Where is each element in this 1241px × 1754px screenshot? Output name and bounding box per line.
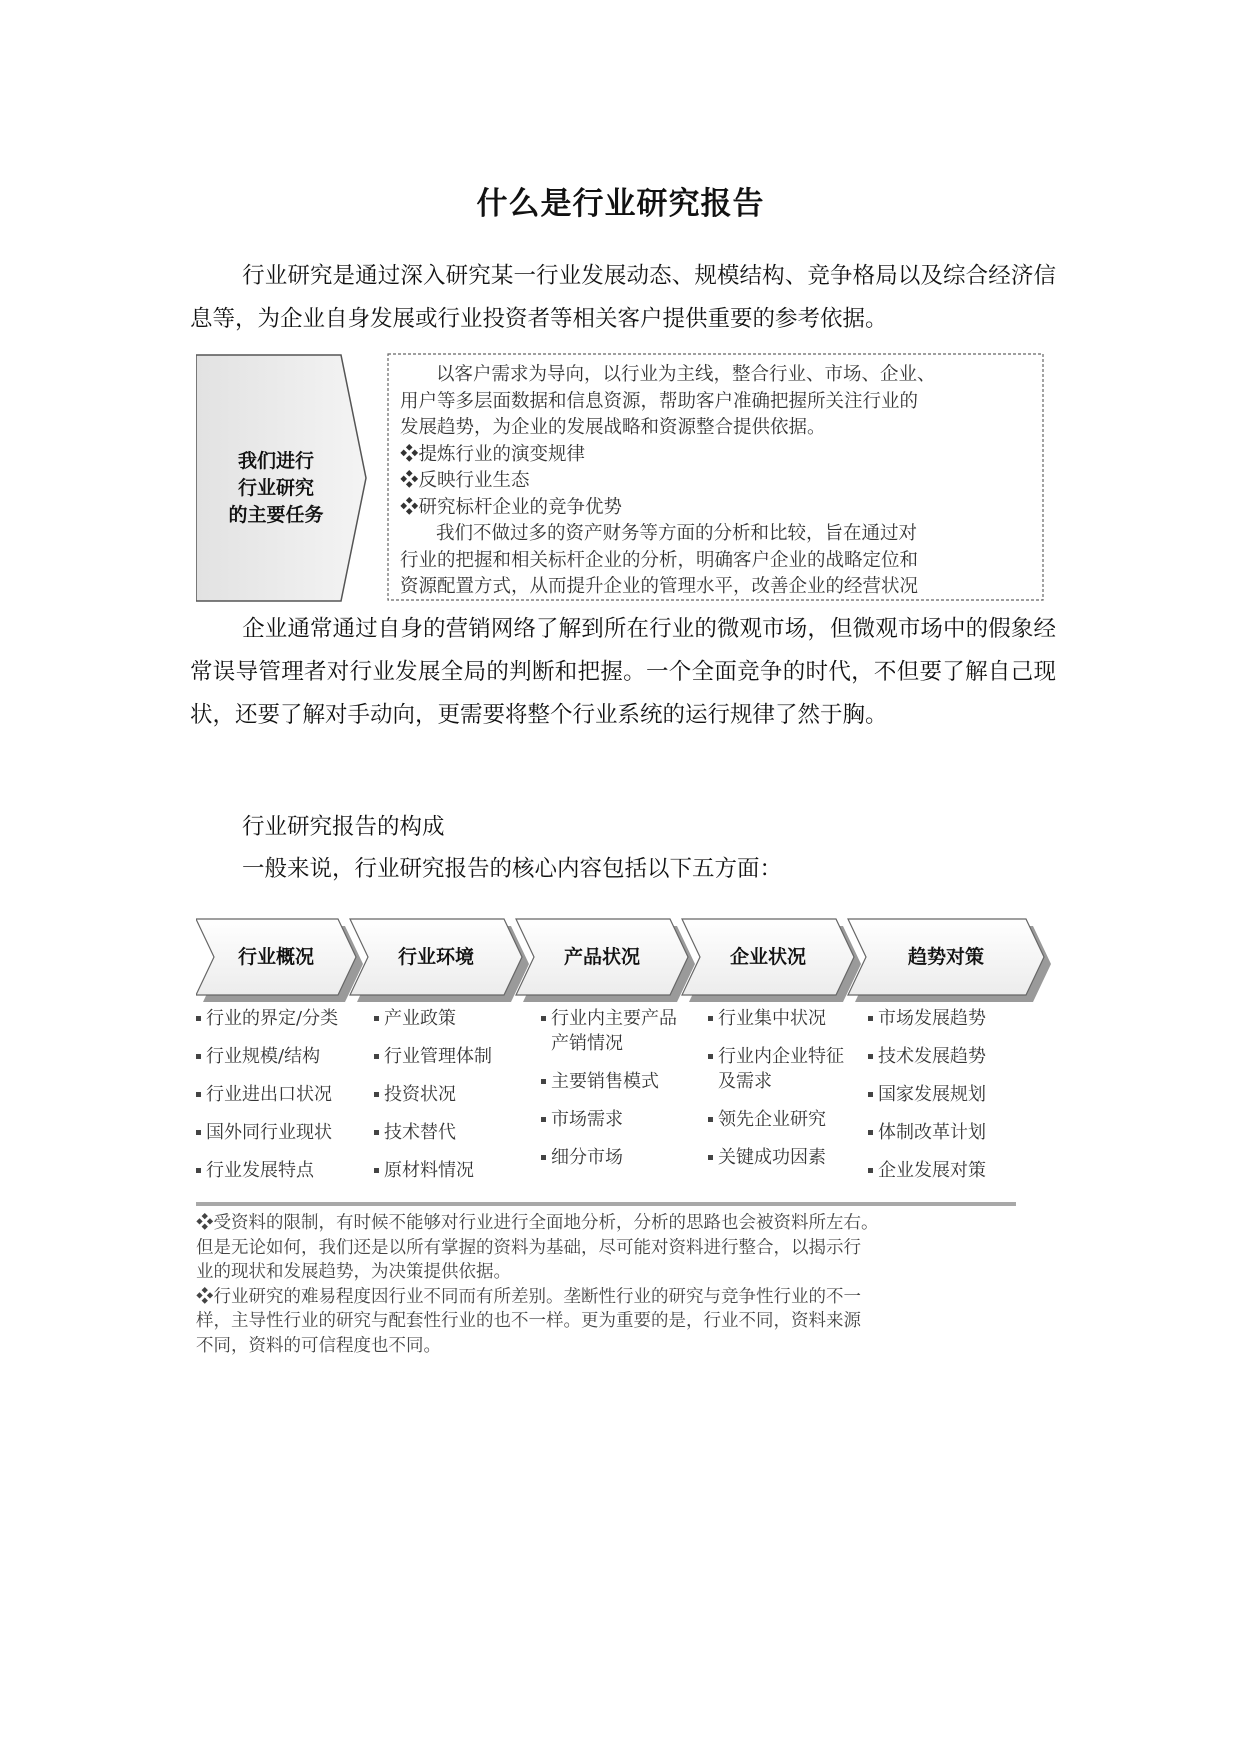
aspect-item: 行业规模/结构: [196, 1044, 368, 1069]
aspect-item: 细分市场: [541, 1145, 681, 1170]
paragraph-five-aspects-text: 一般来说，行业研究报告的核心内容包括以下五方面：: [242, 856, 783, 882]
paragraph-intro: [190, 255, 1056, 341]
aspect-item: 体制改革计划: [868, 1120, 1048, 1145]
note-line: 但是无论如何，我们还是以所有掌握的资料为基础，尽可能对资料进行整合，以揭示行: [196, 1237, 861, 1258]
task-line: 用户等多层面数据和信息资源，帮助客户准确把握所关注行业的: [400, 390, 919, 412]
task-label: [196, 448, 356, 529]
aspects-figure: [196, 914, 1052, 1374]
task-label-line: 我们进行: [237, 450, 314, 472]
aspect-item: 市场需求: [541, 1107, 681, 1132]
task-bullet: ❖研究标杆企业的竞争优势: [400, 496, 623, 518]
aspect-item: 行业内企业特征及需求: [708, 1044, 848, 1094]
aspect-item: 国家发展规划: [868, 1082, 1048, 1107]
aspect-item: 产业政策: [374, 1006, 524, 1031]
aspect-item: 投资状况: [374, 1082, 524, 1107]
task-line: 以客户需求为导向，以行业为主线，整合行业、市场、企业、: [436, 364, 936, 385]
aspect-column: [374, 1006, 524, 1196]
task-bullet: ❖反映行业生态: [400, 470, 530, 491]
aspect-item: 国外同行业现状: [196, 1120, 368, 1145]
aspect-item: 企业发展对策: [868, 1158, 1048, 1183]
aspect-column: [196, 1006, 368, 1196]
aspect-item: 关键成功因素: [708, 1145, 848, 1170]
paragraph-composition-text: 行业研究报告的构成: [242, 814, 445, 840]
aspect-item: 行业的界定/分类: [196, 1006, 368, 1031]
notes-divider: [196, 1202, 1016, 1206]
task-description: [390, 356, 1040, 598]
notes: [196, 1211, 1016, 1358]
task-line: 资源配置方式，从而提升企业的管理水平，改善企业的经营状况: [400, 576, 919, 597]
aspect-label: 行业环境: [397, 946, 474, 968]
aspect-item: 行业发展特点: [196, 1158, 368, 1183]
aspect-item: 原材料情况: [374, 1158, 524, 1183]
task-line: 行业的把握和相关标杆企业的分析，明确客户企业的战略定位和: [400, 549, 919, 571]
paragraph-intro-text: 行业研究是通过深入研究某一行业发展动态、规模结构、竞争格局以及综合经济信息等，为企业自身发展或行业投资者等相关客户提供重要的参考依据。: [190, 263, 1056, 332]
aspect-label: 产品状况: [563, 946, 640, 968]
task-line: 发展趋势，为企业的发展战略和资源整合提供依据。: [400, 417, 826, 438]
paragraph-five-aspects: [190, 848, 1056, 891]
aspect-item: 行业进出口状况: [196, 1082, 368, 1107]
note-line: 业的现状和发展趋势，为决策提供依据。: [196, 1262, 511, 1282]
page-title: 什么是行业研究报告: [476, 186, 765, 222]
paragraph-market-text: 企业通常通过自身的营销网络了解到所在行业的微观市场，但微观市场中的假象经常误导管理者对行业发展全局的判断和把握。一个全面竞争的时代，不但要了解自己现状，还要了解对手动向，更需要将整个行业系统的运行规律了然于胸。: [190, 616, 1056, 728]
paragraph-composition: [190, 806, 1056, 849]
aspect-item: 主要销售模式: [541, 1069, 681, 1094]
note-line: 不同，资料的可信程度也不同。: [196, 1335, 441, 1356]
task-line: 我们不做过多的资产财务等方面的分析和比较，旨在通过对: [436, 523, 918, 544]
note-line: ❖受资料的限制，有时候不能够对行业进行全面地分析，分析的思路也会被资料所左右。: [196, 1213, 879, 1233]
aspect-column: [541, 1006, 681, 1183]
aspect-label: 企业状况: [729, 946, 806, 968]
task-figure: [196, 352, 1048, 604]
task-label-line: 行业研究: [237, 477, 314, 499]
task-label-line: 的主要任务: [228, 504, 324, 526]
aspect-label: 行业概况: [237, 946, 314, 968]
aspect-item: 技术发展趋势: [868, 1044, 1048, 1069]
aspect-item: 行业管理体制: [374, 1044, 524, 1069]
note-line: ❖行业研究的难易程度因行业不同而有所差别。垄断性行业的研究与竞争性行业的不一: [196, 1286, 861, 1307]
note-line: 样，主导性行业的研究与配套性行业的也不一样。更为重要的是，行业不同，资料来源: [196, 1311, 861, 1331]
paragraph-market: [190, 608, 1056, 737]
aspect-label: 趋势对策: [907, 946, 984, 968]
aspect-item: 市场发展趋势: [868, 1006, 1048, 1031]
aspect-item: 领先企业研究: [708, 1107, 848, 1132]
aspect-column: [868, 1006, 1048, 1196]
aspect-column: [708, 1006, 848, 1183]
aspect-item: 技术替代: [374, 1120, 524, 1145]
aspect-item: 行业内主要产品产销情况: [541, 1006, 681, 1056]
aspect-item: 行业集中状况: [708, 1006, 848, 1031]
task-bullet: ❖提炼行业的演变规律: [400, 443, 586, 465]
